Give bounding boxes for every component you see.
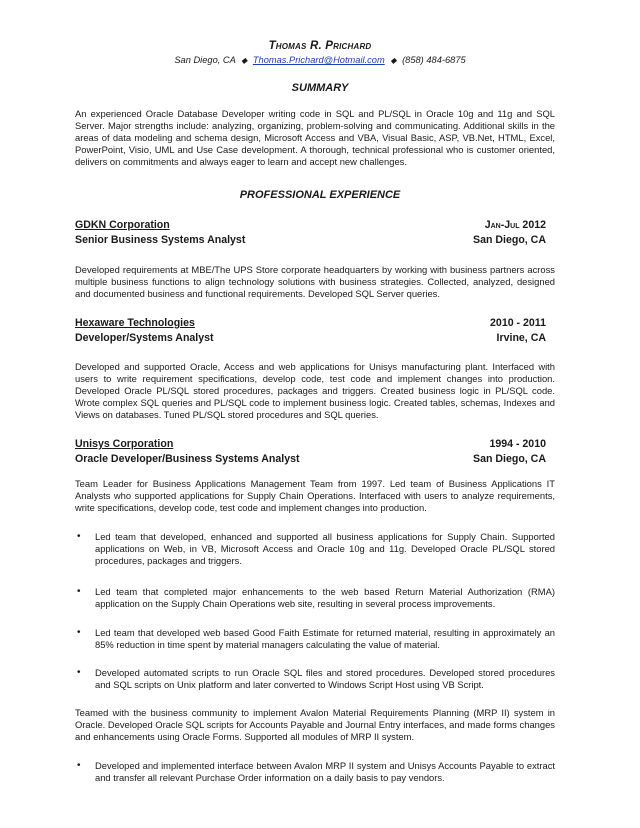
- job-description: Team Leader for Business Applications Management Team from 1997. Led team of Business Applications IT Analysts who supported applications for Supply Chain Operations. Interfaced with users to analyze requirements, write specifications, develop code, test code and implement changes into production.: [75, 478, 555, 513]
- job-header-row: [75, 317, 546, 330]
- bullet-icon: •: [77, 531, 81, 542]
- job-header-row: [75, 438, 546, 451]
- bullet-text: Led team that completed major enhancements to the web based Return Material Authorization (RMA) application on the Supply Chain Operations web site, resulting in several process improvements.: [95, 586, 555, 609]
- job-title-row: [75, 234, 546, 247]
- list-item: [75, 531, 555, 567]
- location: San Diego, CA: [174, 55, 236, 65]
- list-item: [75, 627, 555, 651]
- job-title: Oracle Developer/Business Systems Analyst: [75, 453, 300, 465]
- job-title-row: [75, 332, 546, 345]
- job-title: Developer/Systems Analyst: [75, 332, 214, 344]
- bullet-icon: •: [77, 586, 81, 597]
- contact-line: [0, 55, 640, 65]
- job-description: Developed requirements at MBE/The UPS Store corporate headquarters by working with business partners across multiple business functions to align technology solutions with business strategies. Collected, analyzed, designed and documented business and functional requirements. Developed SQL Server queries.: [75, 264, 555, 299]
- list-item: [75, 586, 555, 610]
- job-title-row: [75, 453, 546, 466]
- bullet-icon: •: [77, 760, 81, 771]
- list-item: [75, 667, 555, 691]
- summary-heading: SUMMARY: [291, 82, 349, 94]
- list-item: [75, 760, 555, 784]
- diamond-separator-icon: ◆: [390, 56, 397, 65]
- bullet-text: Led team that developed web based Good Faith Estimate for returned material, resulting in approximately an 85% reduction in time spent by material managers calculating the value of material.: [95, 627, 555, 650]
- email-link[interactable]: Thomas.Prichard@Hotmail.com: [252, 55, 385, 65]
- job-header-row: [75, 219, 546, 232]
- job-location: Irvine, CA: [496, 332, 546, 344]
- summary-text: An experienced Oracle Database Developer writing code in SQL and PL/SQL in Oracle 10g and 11g and SQL Server. Major strengths include: analyzing, organizing, problem-solving and communicating. Additional skills in the areas of data modeling and schema design, Microsoft Access and VBA, Visual Basic, ASP, VB.Net, HTML, Excel, PowerPoint, Visio, UML and Use Case development. A thorough, technical professional who is customer oriented, delivers on commitments and always eager to learn and accept new challenges.: [75, 108, 555, 167]
- job-dates: Jan-Jul 2012: [484, 219, 546, 231]
- bullet-text: Developed and implemented interface between Avalon MRP II system and Unisys Accounts Payable to extract and transfer all relevant Purchase Order information on a daily basis to pay vendors.: [95, 760, 555, 783]
- job-location: San Diego, CA: [473, 453, 546, 465]
- phone: (858) 484-6875: [402, 55, 466, 65]
- bullet-text: Led team that developed, enhanced and supported all business applications for Supply Chain. Supported applications on Web, in VB, Microsoft Access and Oracle 10g and 11g. Developed Oracle PL/SQL stored procedures, packages and triggers.: [95, 531, 555, 566]
- job-title: Senior Business Systems Analyst: [75, 234, 246, 246]
- job-dates: 2010 - 2011: [490, 317, 546, 329]
- company-name: Hexaware Technologies: [75, 317, 195, 329]
- candidate-name: Thomas R. Prichard: [268, 40, 372, 52]
- job-location: San Diego, CA: [473, 234, 546, 246]
- company-name: Unisys Corporation: [75, 438, 174, 450]
- job-description: Teamed with the business community to implement Avalon Material Requirements Planning (MRP II) system in Oracle. Developed Oracle SQL scripts for Accounts Payable and Journal Entry interfaces, and made forms changes and enhancements using Oracle Forms. Supported all modules of MRP II system.: [75, 707, 555, 742]
- company-name: GDKN Corporation: [75, 219, 170, 231]
- bullet-icon: •: [77, 627, 81, 638]
- bullet-icon: •: [77, 667, 81, 678]
- job-description: Developed and supported Oracle, Access and web applications for Unisys manufacturing plant. Interfaced with users to write requirement specifications, develop code, test code and implement changes into production. Developed Oracle PL/SQL stored procedures, packages and triggers. Created business logic in PL/SQL code. Wrote complex SQL queries and PL/SQL code to implement business logic. Created tables, schemas, Indexes and Views on databases. Tuned PL/SQL stored procedures and SQL queries.: [75, 361, 555, 420]
- job-dates: 1994 - 2010: [489, 438, 546, 450]
- experience-heading: PROFESSIONAL EXPERIENCE: [239, 189, 401, 201]
- bullet-text: Developed automated scripts to run Oracle SQL files and stored procedures. Developed stored procedures and SQL scripts on Unix platform and later converted to Windows Script Host using VB Script.: [95, 667, 555, 690]
- diamond-separator-icon: ◆: [241, 56, 248, 65]
